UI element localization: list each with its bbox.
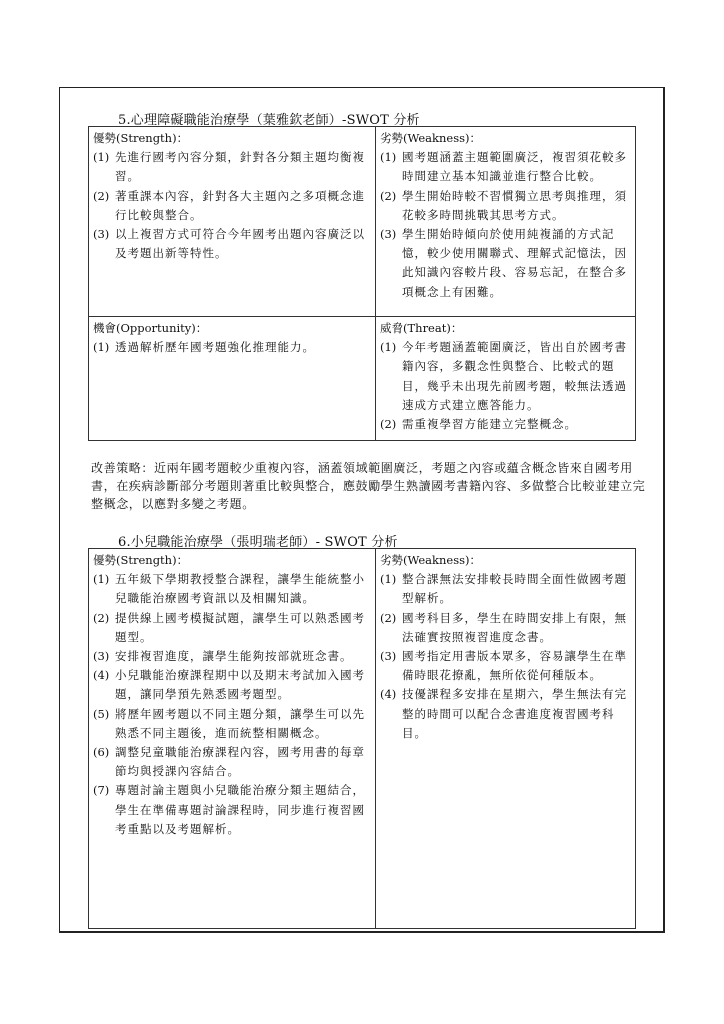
item-number: (5) [93, 706, 110, 721]
item-number: (4) [380, 687, 397, 702]
item-text: 以上複習方式可符合今年國考出題內容廣泛以及考題出新等特性。 [115, 227, 365, 261]
list-item [380, 415, 631, 434]
list-item [93, 187, 371, 225]
section5-title: 5.心理障礙職能治療學（葉雅欽老師）-SWOT 分析 [118, 113, 420, 128]
list-item [380, 609, 631, 647]
item-number: (2) [93, 610, 110, 625]
item-number: (3) [380, 227, 397, 242]
item-text: 提供線上國考模擬試題，讓學生可以熟悉國考題型。 [115, 610, 365, 644]
list-item [380, 570, 631, 608]
item-text: 學生開始時較不習慣獨立思考與推理，須花較多時間挑戰其思考方式。 [402, 188, 627, 222]
list-item [93, 148, 371, 186]
list-item [93, 743, 371, 781]
weakness-list [380, 570, 631, 743]
opportunity-cell [89, 317, 376, 441]
threat-list [380, 338, 631, 434]
swot-table-6 [88, 548, 636, 929]
item-text: 調整兒童職能治療課程內容，國考用書的每章節均與授課內容結合。 [115, 745, 365, 779]
list-item [93, 570, 371, 608]
item-number: (2) [380, 188, 397, 203]
item-text: 學生開始時傾向於使用純複誦的方式記憶，較少使用關聯式、理解式記憶法，因此知識內容較片段、容易忘記，在整合多項概念上有困難。 [402, 227, 627, 299]
item-text: 需重複學習方能建立完整概念。 [402, 417, 577, 432]
strength-list [93, 570, 371, 839]
section6-title: 6.小兒職能治療學（張明瑞老師）- SWOT 分析 [118, 535, 398, 550]
item-number: (3) [93, 649, 110, 664]
item-number: (1) [380, 572, 397, 587]
list-item [380, 685, 631, 743]
item-text: 小兒職能治療課程期中以及期末考試加入國考題，讓同學預先熟悉國考題型。 [115, 668, 365, 702]
list-item [380, 225, 631, 302]
strength-heading: 優勢(Strength)： [93, 553, 189, 567]
list-item [380, 338, 631, 415]
item-number: (1) [93, 150, 110, 165]
list-item [93, 609, 371, 647]
item-number: (3) [380, 649, 397, 664]
swot-table-5 [88, 126, 636, 441]
item-text: 國考科目多，學生在時間安排上有限，無法確實按照複習進度念書。 [402, 610, 627, 644]
strength-cell [89, 549, 376, 929]
item-number: (2) [380, 610, 397, 625]
list-item [380, 187, 631, 225]
item-text: 專題討論主題與小兒職能治療分類主題結合，學生在準備專題討論課程時，同步進行複習國考重點以及考題解析。 [115, 783, 365, 836]
item-text: 將歷年國考題以不同主題分類，讓學生可以先熟悉不同主題後，進而統整相關概念。 [115, 706, 365, 740]
item-text: 著重課本內容，針對各大主題內之多項概念進行比較與整合。 [115, 188, 365, 222]
item-text: 透過解析歷年國考題強化推理能力。 [115, 340, 315, 355]
item-number: (2) [380, 417, 397, 432]
item-text: 國考指定用書版本眾多，容易讓學生在準備時眼花撩亂，無所依從何種版本。 [402, 649, 627, 683]
strength-list [93, 148, 371, 263]
item-number: (1) [380, 150, 397, 165]
item-number: (3) [93, 227, 110, 242]
weakness-cell [376, 127, 636, 317]
strength-cell [89, 127, 376, 317]
list-item [93, 225, 371, 263]
strength-heading: 優勢(Strength)： [93, 131, 189, 145]
list-item [93, 338, 371, 357]
item-text: 國考題涵蓋主題範圍廣泛，複習須花較多時間建立基本知識並進行整合比較。 [402, 150, 627, 184]
improvement-strategy: 改善策略：近兩年國考題較少重複內容，涵蓋領域範圍廣泛，考題之內容或蘊含概念皆來自國考用書，在疾病診斷部分考題則著重比較與整合，應鼓勵學生熟讀國考書籍內容、多做整合比較並建立完整概念，以應對多變之考題。 [91, 461, 646, 511]
opportunity-list [93, 338, 371, 357]
list-item [93, 647, 371, 666]
weakness-heading: 劣勢(Weakness)： [380, 131, 482, 145]
item-text: 整合課無法安排較長時間全面性做國考題型解析。 [402, 572, 627, 606]
item-number: (1) [93, 572, 110, 587]
item-number: (1) [380, 340, 397, 355]
weakness-list [380, 148, 631, 302]
item-number: (4) [93, 668, 110, 683]
item-number: (7) [93, 783, 110, 798]
list-item [93, 705, 371, 743]
item-number: (6) [93, 745, 110, 760]
threat-heading: 威脅(Threat)： [380, 321, 463, 335]
list-item [380, 148, 631, 186]
item-text: 技優課程多安排在星期六，學生無法有完整的時間可以配合念書進度複習國考科目。 [402, 687, 627, 740]
item-number: (1) [93, 340, 110, 355]
weakness-heading: 劣勢(Weakness)： [380, 553, 482, 567]
item-text: 安排複習進度，讓學生能夠按部就班念書。 [115, 649, 353, 664]
item-text: 五年級下學期教授整合課程，讓學生能統整小兒職能治療國考資訊以及相關知識。 [115, 572, 365, 606]
opportunity-heading: 機會(Opportunity)： [93, 321, 208, 335]
item-text: 先進行國考內容分類，針對各分類主題均衡複習。 [115, 150, 365, 184]
threat-cell [376, 317, 636, 441]
list-item [380, 647, 631, 685]
item-number: (2) [93, 188, 110, 203]
weakness-cell [376, 549, 636, 929]
list-item [93, 666, 371, 704]
item-text: 今年考題涵蓋範圍廣泛，皆出自於國考書籍內容，多觀念性與整合、比較式的題目，幾乎未出現先前國考題，較無法透過速成方式建立應答能力。 [402, 340, 627, 412]
list-item [93, 781, 371, 839]
